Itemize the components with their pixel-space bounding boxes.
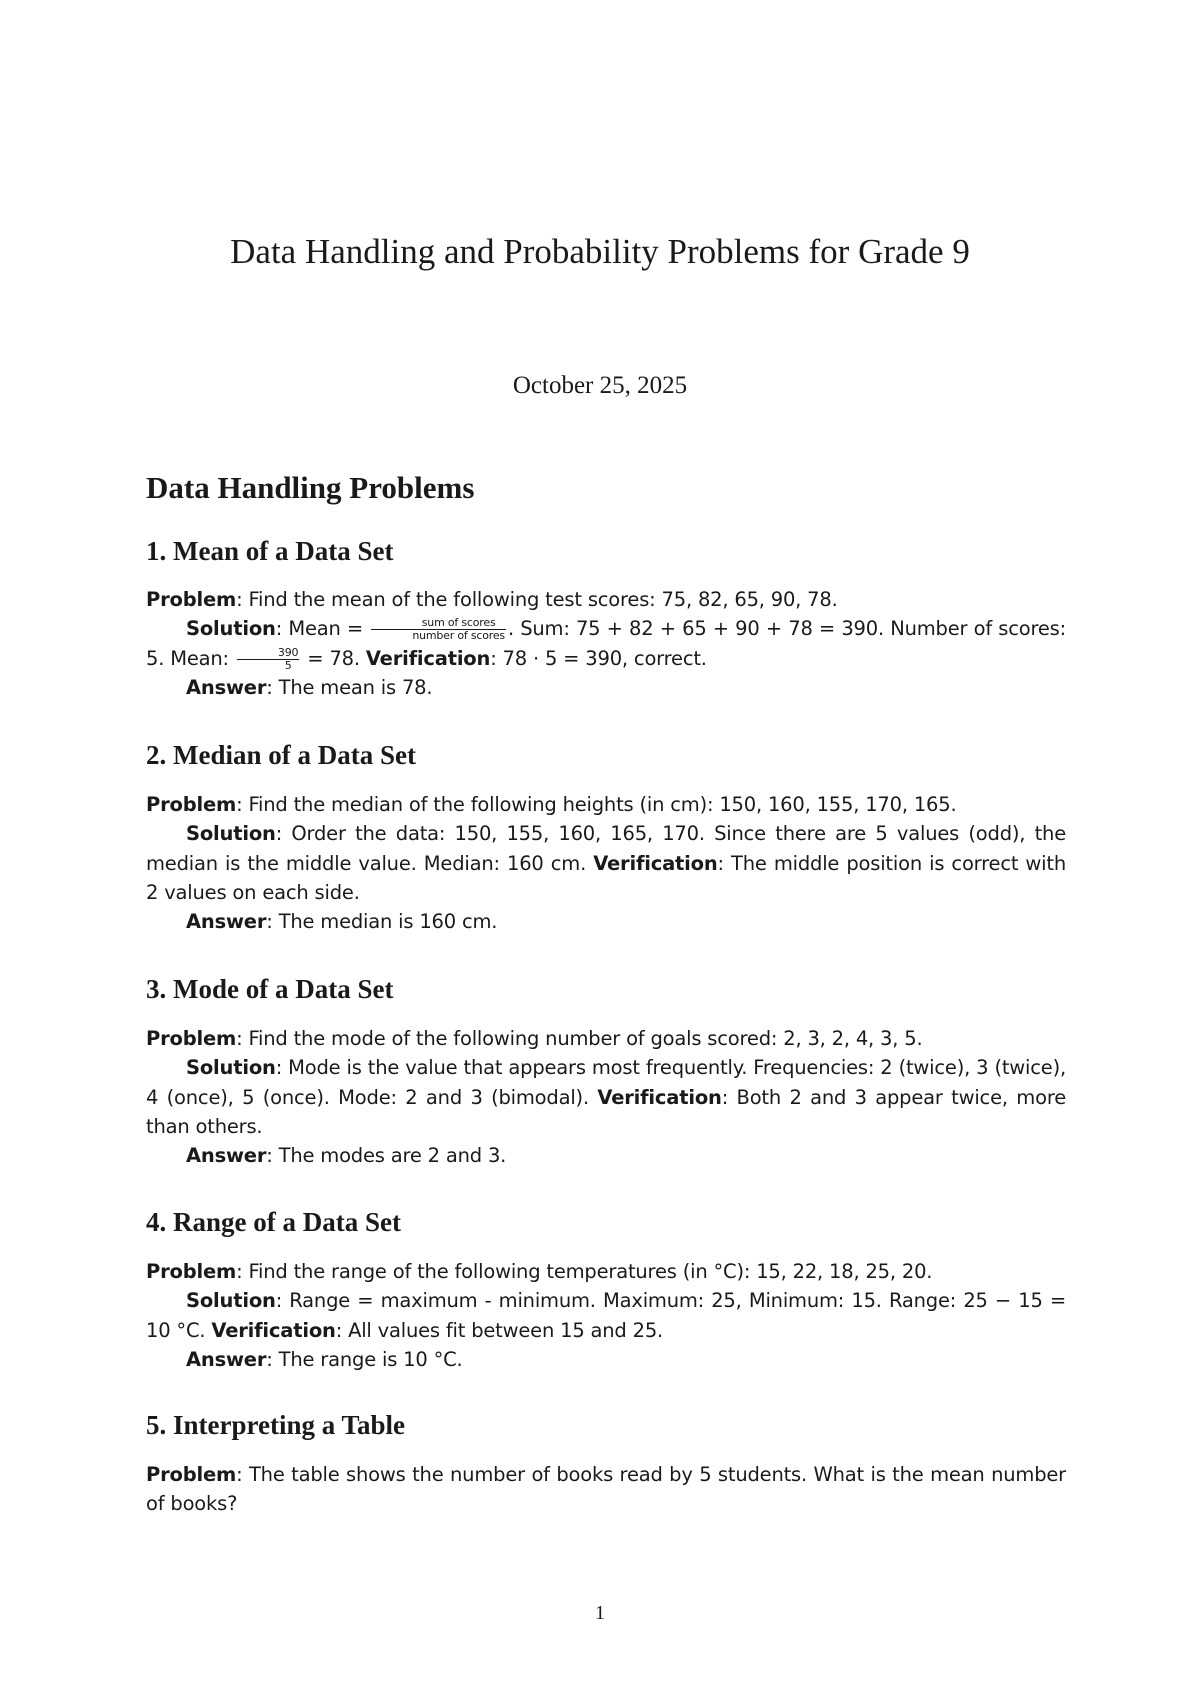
problem-5-statement: Problem: The table shows the number of books read by 5 students. What is the mean number of books? xyxy=(146,1463,1066,1516)
problem-4-title: 4. Range of a Data Set xyxy=(146,1207,401,1237)
section-title: Data Handling Problems xyxy=(146,470,475,505)
problem-2-statement: Problem: Find the median of the following heights (in cm): 150, 160, 155, 170, 165. xyxy=(146,793,957,816)
problem-1-solution: Solution: Mean = $\frac{\text{sum of scores}}{\text{number of scores}}$ . Sum: 75 + 82 + 65 + 90 + 78 = 390. Number of scores: 5. Mean: $\frac{390}{5}$ = 78. Verification: 78 · 5 = 390, correct. xyxy=(146,616,1066,672)
document-title: Data Handling and Probability Problems for Grade 9 xyxy=(230,232,970,271)
mean-value-fraction: $\frac{390}{5}$ xyxy=(237,647,299,672)
problem-3-answer: Answer: The modes are 2 and 3. xyxy=(186,1144,507,1168)
problem-4-solution: Solution: Range = maximum - minimum. Maximum: 25, Minimum: 15. Range: 25 − 15 = 10 °C. Verification: All values fit between 15 and 25. xyxy=(146,1289,1066,1342)
document-date: October 25, 2025 xyxy=(512,372,688,399)
problem-1-answer: Answer: The mean is 78. xyxy=(186,675,433,699)
problem-5-body xyxy=(146,1460,1066,1519)
page-number: 1 xyxy=(595,1602,605,1624)
problem-4-body xyxy=(146,1257,1066,1374)
problem-4-statement: Problem: Find the range of the following temperatures (in °C): 15, 22, 18, 25, 20. xyxy=(146,1260,933,1283)
mean-formula-fraction: $\frac{\text{sum of scores}}{\text{number of scores}}$ xyxy=(371,617,506,642)
problem-4-answer: Answer: The range is 10 °C. xyxy=(186,1347,463,1371)
problem-1-body xyxy=(146,585,1066,702)
problem-3-title: 3. Mode of a Data Set xyxy=(146,974,394,1004)
problem-1-statement: Problem: Find the mean of the following test scores: 75, 82, 65, 90, 78. xyxy=(146,588,838,611)
problem-3-solution: Solution: Mode is the value that appears most frequently. Frequencies: 2 (twice), 3 (twice), 4 (once), 5 (once). Mode: 2 and 3 (bimodal). Verification: Both 2 and 3 appear twice, more than others. xyxy=(146,1056,1067,1138)
problem-1-title: 1. Mean of a Data Set xyxy=(146,536,394,566)
problem-3-body xyxy=(146,1024,1066,1170)
problem-2-body xyxy=(146,790,1066,936)
problem-2-title: 2. Median of a Data Set xyxy=(146,740,416,770)
problem-3-statement: Problem: Find the mode of the following number of goals scored: 2, 3, 2, 4, 3, 5. xyxy=(146,1027,923,1050)
problem-2-answer: Answer: The median is 160 cm. xyxy=(186,910,498,934)
problem-5-title: 5. Interpreting a Table xyxy=(146,1410,406,1440)
problem-2-solution: Solution: Order the data: 150, 155, 160, 165, 170. Since there are 5 values (odd), the median is the middle value. Median: 160 cm. Verification: The middle position is correct with 2 values on each side. xyxy=(146,822,1066,904)
